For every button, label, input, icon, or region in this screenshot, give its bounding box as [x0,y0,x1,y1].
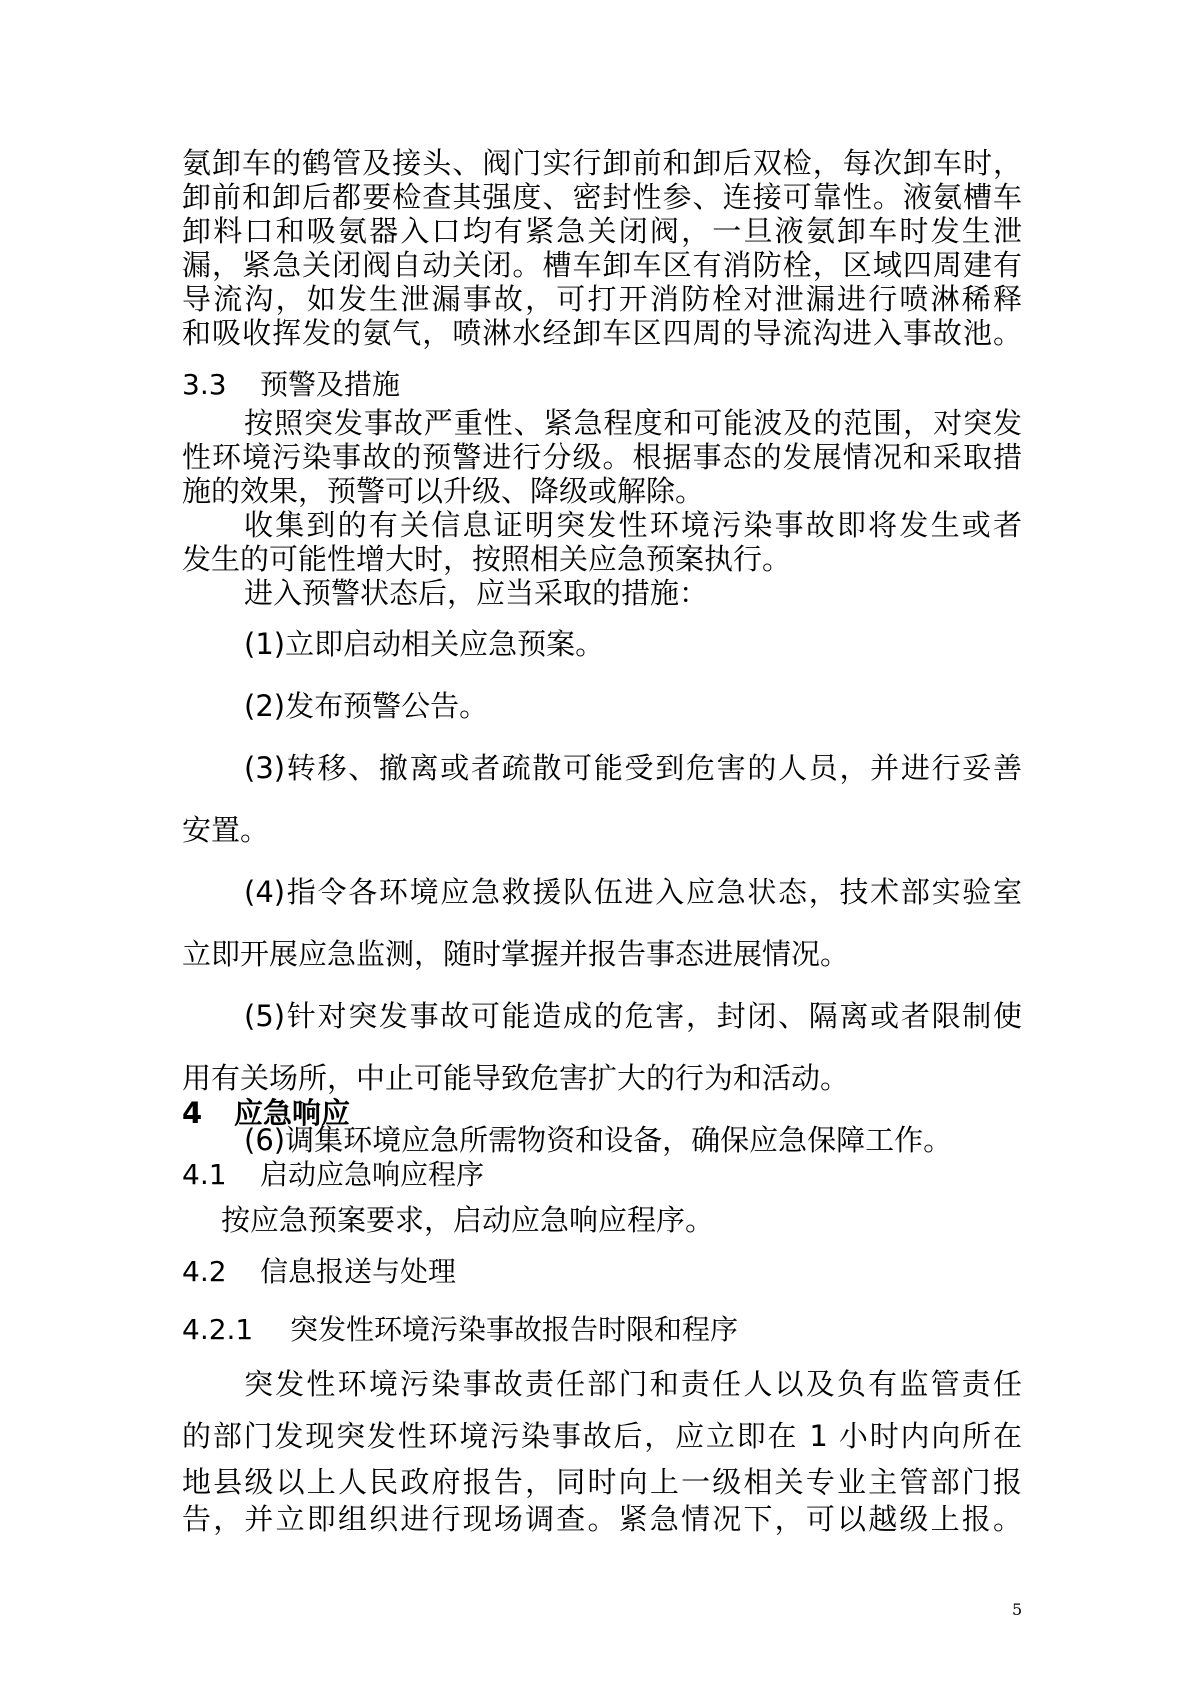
text-line: 性环境污染事故的预警进行分级。根据事态的发展情况和采取措 [182,440,1022,474]
text-line: 按照突发事故严重性、紧急程度和可能波及的范围，对突发 [244,406,1022,440]
list-item: (6)调集环境应急所需物资和设备，确保应急保障工作。 [244,1123,953,1157]
paragraph-ammonia-unloading [182,146,1022,350]
text-line: 导流沟，如发生泄漏事故，可打开消防栓对泄漏进行喷淋稀释 [182,282,1022,316]
section-title: 突发性环境污染事故报告时限和程序 [290,1313,739,1346]
list-item: (1)立即启动相关应急预案。 [244,627,605,661]
list-item: 用有关场所，中止可能导致危害扩大的行为和活动。 [182,1061,850,1095]
text-line: 施的效果，预警可以升级、降级或解除。 [182,474,705,508]
text-line: 漏，紧急关闭阀自动关闭。槽车卸车区有消防栓，区域四周建有 [182,248,1022,282]
section-number: 4.2.1 [182,1313,254,1346]
list-item: 安置。 [182,813,270,847]
paragraph-warning [182,406,1022,610]
paragraph-start-response [221,1200,1021,1240]
section-number: 3.3 [182,368,227,401]
section-title: 启动应急响应程序 [260,1158,485,1191]
text-line: 进入预警状态后，应当采取的措施： [244,576,709,610]
section-number: 4.1 [182,1158,227,1191]
section-heading-4-1 [182,1153,484,1193]
paragraph-report-procedure [182,1358,1022,1536]
chapter-number: 4 [182,1096,203,1130]
text-line: 收集到的有关信息证明突发性环境污染事故即将发生或者 [244,508,1022,542]
list-item: (3)转移、撤离或者疏散可能受到危害的人员，并进行妥善 [244,751,1022,785]
section-heading-3-3 [182,363,400,403]
text-line: 的部门发现突发性环境污染事故后，应立即在 1 小时内向所在 [182,1419,1022,1453]
list-item: (5)针对突发事故可能造成的危害，封闭、隔离或者限制使 [244,999,1022,1033]
list-item: 立即开展应急监测，随时掌握并报告事态进展情况。 [182,937,850,971]
section-title: 预警及措施 [260,368,401,401]
section-heading-4-2-1 [182,1308,738,1348]
text-line: 突发性环境污染事故责任部门和责任人以及负有监管责任 [244,1367,1022,1401]
text-line: 氨卸车的鹤管及接头、阀门实行卸前和卸后双检，每次卸车时， [182,146,1022,180]
text-line: 发生的可能性增大时，按照相关应急预案执行。 [182,542,792,576]
section-heading-4-2 [182,1250,456,1290]
page-number: 5 [1012,1600,1023,1619]
section-number: 4.2 [182,1255,227,1288]
text-line: 地县级以上人民政府报告，同时向上一级相关专业主管部门报 [182,1465,1022,1499]
list-item: (4)指令各环境应急救援队伍进入应急状态，技术部实验室 [244,875,1022,909]
list-item: (2)发布预警公告。 [244,689,489,723]
text-line: 按应急预案要求，启动应急响应程序。 [221,1203,715,1237]
section-title: 信息报送与处理 [260,1255,457,1288]
chapter-title: 应急响应 [234,1096,351,1130]
text-line: 卸前和卸后都要检查其强度、密封性参、连接可靠性。液氨槽车 [182,180,1022,214]
text-line: 告，并立即组织进行现场调查。紧急情况下，可以越级上报。 [182,1502,1022,1536]
text-line: 卸料口和吸氨器入口均有紧急关闭阀，一旦液氨卸车时发生泄 [182,214,1022,248]
measures-list [182,614,1022,1172]
chapter-heading-4 [182,1091,350,1132]
text-line: 和吸收挥发的氨气，喷淋水经卸车区四周的导流沟进入事故池。 [182,316,1022,350]
